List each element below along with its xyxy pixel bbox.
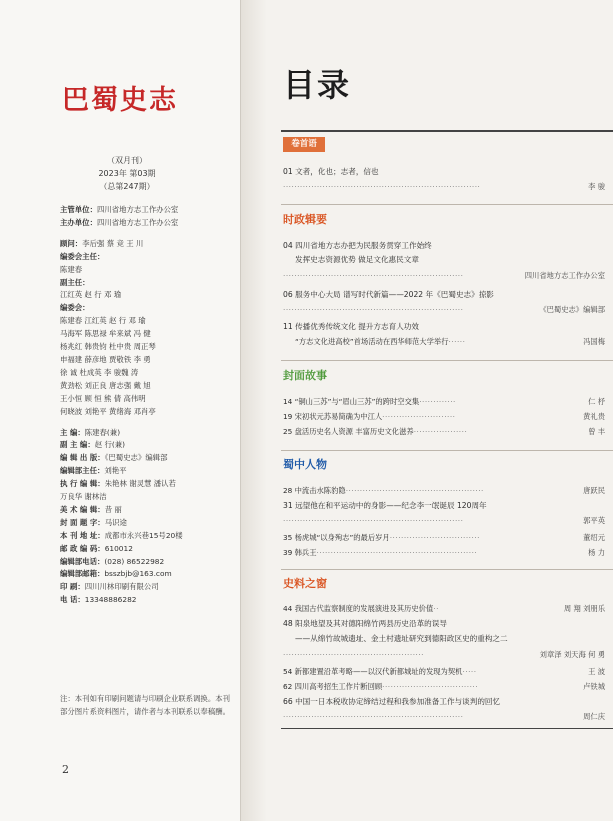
toc-entry[interactable]: 35 杨虎城“以身殉志”的最后岁月································ 董绍元 <box>283 533 605 542</box>
info-label: 副 主 编： <box>60 440 95 450</box>
info-value: 四川省地方志工作办公室 <box>96 217 179 227</box>
info-row <box>60 439 235 452</box>
section-rule <box>281 204 613 205</box>
info-row <box>60 427 235 440</box>
info-row <box>60 315 235 328</box>
info-row <box>60 406 235 419</box>
info-value: bsszbjb@163.com <box>104 569 172 579</box>
info-row <box>60 238 235 251</box>
section-rule <box>281 360 613 361</box>
toc-entry-subtitle: 发挥史志资源优势 做足文化惠民文章 <box>295 255 419 264</box>
info-label: 编 辑 出 版： <box>60 453 105 463</box>
info-value: 王小恒 顾 恒 熊 倩 高伟明 <box>60 393 146 403</box>
info-value: 杨兆红 韩贵钧 杜中贵 周正琴 <box>60 342 156 352</box>
toc-entry[interactable]: 66 中国一日本税收协定缔结过程和我参加准备工作与谈判的回忆 <box>283 697 501 706</box>
info-value: 陈建春 江红英 赵 行 邓 瑜 <box>60 316 146 326</box>
toc-entry[interactable]: 39 韩兵王························································· 杨 力 <box>283 548 605 557</box>
toc-author: ······································································ 李 骏 <box>283 182 605 191</box>
total-issue: （总第247期） <box>99 182 155 191</box>
toc-entry[interactable]: 04 四川省地方志办把为民服务贯穿工作始终 <box>283 241 432 250</box>
info-row <box>60 217 235 230</box>
info-label: 编委会： <box>60 303 90 313</box>
info-label: 编辑部主任： <box>60 466 105 476</box>
info-label: 编辑部电话： <box>60 556 105 566</box>
toc-author: ································································ 《巴蜀史志》编辑部 <box>283 305 605 314</box>
toc-entry[interactable]: 44 我国古代监察制度的发展演进及其历史价值·· 周 翔 刘朋乐 <box>283 604 605 613</box>
toc-top-rule <box>281 130 613 132</box>
info-row <box>60 302 235 315</box>
toc-author: ·················································· 刘章泽 刘天海 何 勇 <box>283 650 605 659</box>
info-row <box>60 465 235 478</box>
info-label: 主管单位： <box>60 205 97 214</box>
info-label: 本 刊 地 址： <box>60 530 105 540</box>
info-label: 执 行 编 辑： <box>60 479 105 489</box>
info-row <box>60 380 235 393</box>
info-row <box>60 251 235 264</box>
issue-info <box>92 154 162 193</box>
info-value: 刘艳平 <box>104 466 127 476</box>
info-value: 赵 行(兼) <box>94 440 126 450</box>
info-row <box>60 204 235 217</box>
info-label: 编辑部邮箱： <box>60 569 105 579</box>
info-row <box>60 341 235 354</box>
info-label: 副主任： <box>60 277 90 287</box>
info-value: 13348886282 <box>84 595 137 605</box>
info-row <box>60 594 235 607</box>
section-heading-cover-story: 封面故事 <box>283 369 327 382</box>
issue-number: 2023年 第03期 <box>98 169 156 178</box>
copyright-note: 注：本刊如有印刷问题请与印刷企业联系调换。本刊部分图片系资料图片，请作者与本刊联系以奉稿酬。 <box>60 694 230 716</box>
info-row <box>60 517 235 530</box>
info-value: 四川川林印刷有限公司 <box>84 582 159 592</box>
section-heading-people: 蜀中人物 <box>283 458 327 471</box>
toc-entry[interactable]: 54 新都建置沿革考略——以汉代新都城址的发现为契机····· 王 波 <box>283 667 605 676</box>
info-row <box>60 556 235 569</box>
info-value: 四川省地方志工作办公室 <box>96 205 179 214</box>
toc-author: ································································ 郭平英 <box>283 516 605 525</box>
page-gutter-shadow <box>241 0 267 821</box>
info-value: (028) 86522982 <box>104 556 165 566</box>
editorial-info <box>60 204 235 607</box>
info-row <box>60 504 235 517</box>
info-row <box>60 289 235 302</box>
toc-entry-subtitle: ——从绵竹故城遗址、金土村遗址研究到德阳政区史的重构之二 <box>295 634 508 643</box>
toc-author: ································································ 四川省地方志工作办公室 <box>283 271 605 280</box>
info-label: 封 面 题 字： <box>60 517 105 527</box>
info-value: 马识途 <box>104 517 127 527</box>
info-label: 顾问： <box>60 238 83 248</box>
info-spacer <box>60 230 235 238</box>
toc-entry-subtitle: “方志文化进高校”首场活动在西华师范大学举行······ 冯国梅 <box>295 337 605 346</box>
info-label: 主办单位： <box>60 217 97 227</box>
toc-title: 目录 <box>283 66 352 104</box>
info-value: 万良华 谢林洁 <box>60 492 107 502</box>
section-heading-politics: 时政辑要 <box>283 213 327 226</box>
info-row <box>60 367 235 380</box>
info-row <box>60 328 235 341</box>
info-row <box>60 478 235 491</box>
info-value: 黄劲松 刘正良 唐志强 戴 旭 <box>60 380 151 390</box>
section-rule <box>281 450 613 451</box>
info-value: 昔 丽 <box>104 504 122 514</box>
info-label: 编委会主任： <box>60 251 105 261</box>
section-rule <box>281 569 613 570</box>
section-tag-preface: 卷首语 <box>283 137 325 152</box>
info-label: 主 编： <box>60 427 85 437</box>
info-value: 610012 <box>104 543 133 553</box>
info-row <box>60 530 235 543</box>
info-value: 江红英 赵 行 邓 瑜 <box>60 290 122 300</box>
info-value: 陈建春 <box>60 264 83 274</box>
masthead-panel <box>0 0 240 821</box>
info-label: 电 话： <box>60 595 85 605</box>
info-value: 《巴蜀史志》编辑部 <box>104 453 168 463</box>
info-value: 徐 诚 杜成英 李 骏魏 涛 <box>60 367 139 377</box>
toc-entry[interactable]: 01 文者，化也；志者，信也 <box>283 167 379 176</box>
info-row <box>60 393 235 406</box>
frequency: （双月刊） <box>107 156 147 165</box>
toc-entry[interactable]: 31 远望他在和平运动中的身影——纪念李一氓诞辰 120周年 <box>283 501 487 510</box>
info-row <box>60 568 235 581</box>
info-value: 成都市永兴巷15号20楼 <box>104 530 183 540</box>
toc-bottom-rule <box>281 728 613 729</box>
info-label: 美 术 编 辑： <box>60 504 105 514</box>
info-row <box>60 264 235 277</box>
info-value: 马海军 陈思禄 牟来斌 冯 健 <box>60 329 151 339</box>
info-row <box>60 354 235 367</box>
toc-author: ································································ 周仁庆 <box>283 712 605 721</box>
info-row <box>60 452 235 465</box>
info-label: 邮 政 编 码： <box>60 543 105 553</box>
toc-entry[interactable]: 28 中流击水陈豹隐················································· 唐跃民 <box>283 486 605 495</box>
info-value: 何晓波 刘艳平 黄绪海 邓肖亭 <box>60 406 156 416</box>
toc-entry[interactable]: 06 服务中心大局 谱写时代新篇——2022 年《巴蜀史志》掠影 <box>283 290 494 299</box>
info-value: 陈建春(兼) <box>84 427 121 437</box>
toc-entry[interactable]: 48 阳泉地望及其对德阳绵竹两县历史沿革的误导 <box>283 619 447 628</box>
info-value: 朱艳林 谢灵慧 潘认若 <box>104 479 176 489</box>
info-row <box>60 491 235 504</box>
toc-entry[interactable]: 62 四川高考招生工作片断回顾·································· 卢铁城 <box>283 682 605 691</box>
toc-entry[interactable]: 14 “铜山三苏”与“眉山三苏”的跨时空交集············· 仁 杼 <box>283 397 605 406</box>
toc-entry[interactable]: 11 传播优秀传统文化 提升方志育人功效 <box>283 322 419 331</box>
info-value: 申福建 薛彦地 贾敬铁 李 勇 <box>60 354 151 364</box>
magazine-logo: 巴蜀史志 <box>62 85 178 116</box>
info-spacer <box>60 419 235 427</box>
toc-entry[interactable]: 19 宋初状元苏易简确为中江人·························· 黄礼贵 <box>283 412 605 421</box>
info-row <box>60 277 235 290</box>
info-row <box>60 543 235 556</box>
info-row <box>60 581 235 594</box>
section-heading-history: 史料之窗 <box>283 577 327 590</box>
page-number: 2 <box>62 763 69 776</box>
toc-entry[interactable]: 25 盘活历史名人资源 丰富历史文化滋养··················· 曾 丰 <box>283 427 605 436</box>
info-value: 李后强 蔡 竞 王 川 <box>82 238 144 248</box>
info-label: 印 刷： <box>60 582 85 592</box>
